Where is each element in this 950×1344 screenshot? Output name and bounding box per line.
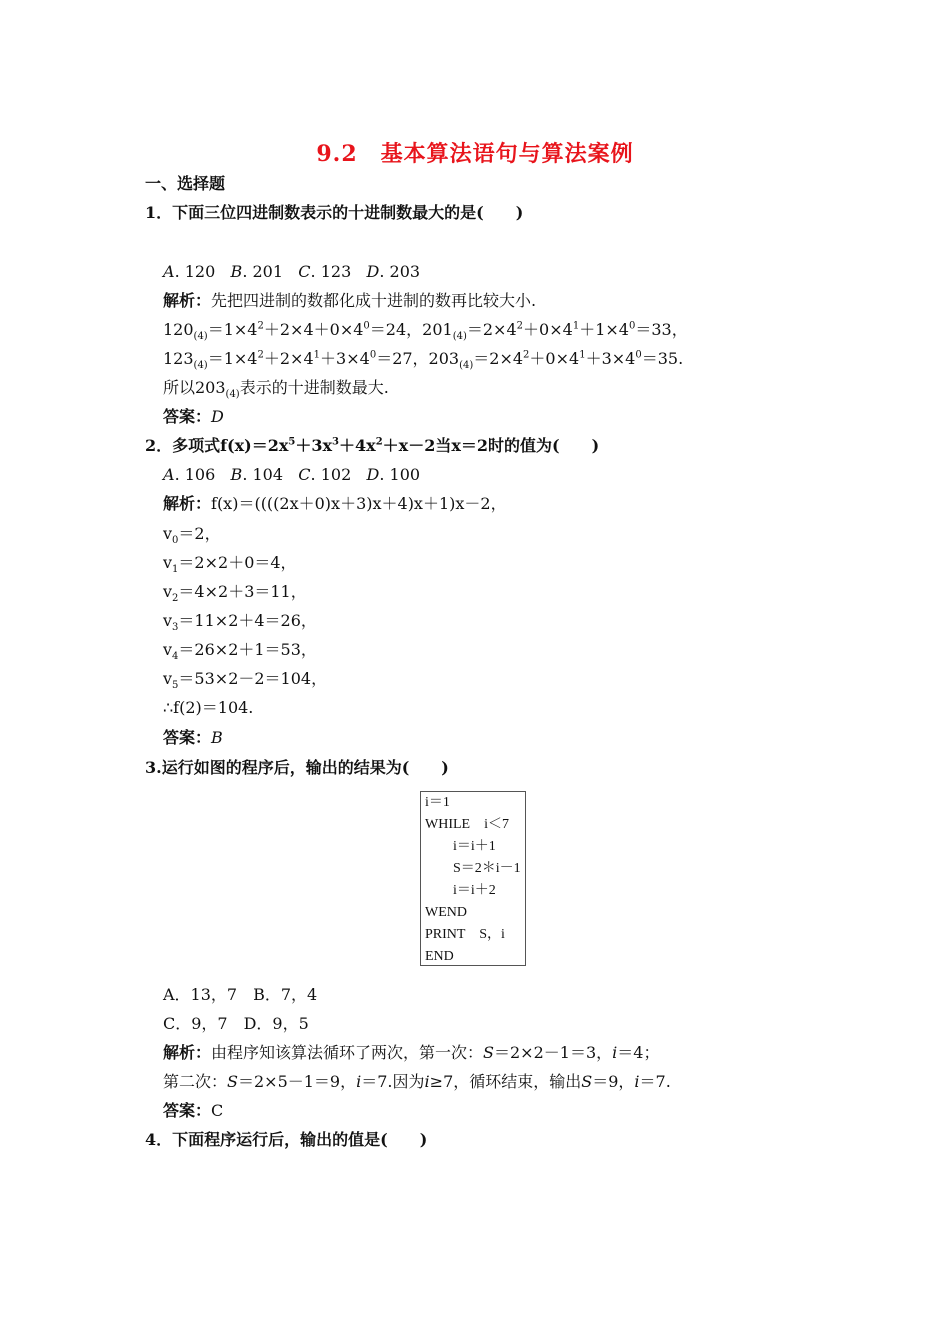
q2-v4: $v_4=26\times 2+1=53$，	[163, 640, 317, 663]
code-line: i＝i＋1	[453, 839, 496, 854]
q3-options-line1: A．13，7 B．7，4	[163, 985, 318, 1004]
code-line: i＝i＋2	[453, 883, 496, 898]
page-title: 9.2 基本算法语句与算法案例	[316, 141, 634, 167]
code-line: END	[425, 949, 454, 964]
q2-conclusion: ∴f(2)＝104.	[163, 698, 254, 717]
q1-analysis-line2: $120_{(4)}=1\times 4^2+2\times 4+0\times 4^0=24$，$201_{(4)}=2\times 4^2+0\times 4^1+1\times 4^0=33$，	[163, 320, 688, 343]
q1-stem: 1．下面三位四进制数表示的十进制数最大的是( )	[145, 203, 524, 222]
program-code-box	[420, 791, 526, 966]
q3-answer: 答案：C	[163, 1101, 224, 1120]
code-line: PRINT S，i	[425, 927, 505, 942]
q3-options-line2: C．9，7 D．9，5	[163, 1014, 309, 1033]
q3-analysis: 解析：由程序知该算法循环了两次，第一次：S＝2×2－1＝3，i＝4；	[163, 1043, 660, 1062]
q2-v5: $v_5=53\times 2-2=104$，	[163, 669, 328, 692]
code-line: i＝1	[425, 795, 450, 810]
q3-stem: 3.运行如图的程序后，输出的结果为( )	[145, 758, 449, 777]
q1-analysis: 解析：先把四进制的数都化成十进制的数再比较大小.	[163, 291, 537, 310]
section-heading: 一、选择题	[145, 174, 226, 193]
q1-analysis-line3: $123_{(4)}=1\times 4^2+2\times 4^1+3\times 4^0=27$，$203_{(4)}=2\times 4^2+0\times 4^1+3\times 4^0=35$.	[163, 349, 684, 372]
code-line: WEND	[425, 905, 467, 920]
q1-conclusion: 所以$203_{(4)}$表示的十进制数最大.	[163, 378, 389, 401]
q2-v3: $v_3=11\times 2+4=26$，	[163, 611, 317, 634]
q2-answer: 答案：B	[163, 728, 223, 747]
q2-stem: 2．多项式$f(x)=2x^5+3x^3+4x^2+x-2$当x＝2时的值为( )	[145, 436, 600, 455]
q2-options: A. 106 B. 104 C. 102 D. 100	[163, 465, 421, 484]
q1-answer: 答案：D	[163, 407, 224, 426]
q1-options: A. 120 B. 201 C. 123 D. 203	[163, 262, 421, 281]
q2-analysis: 解析：f(x)＝((((2x＋0)x＋3)x＋4)x＋1)x－2，	[163, 494, 507, 513]
q4-stem: 4．下面程序运行后，输出的值是( )	[145, 1130, 428, 1149]
q3-analysis-line2: 第二次：S＝2×5－1＝9，i＝7.因为i≥7，循环结束，输出S＝9，i＝7.	[163, 1072, 671, 1091]
q2-v0: $v_0=2$，	[163, 524, 221, 547]
q2-v2: $v_2=4\times 2+3=11$，	[163, 582, 307, 605]
code-line: S＝2＊i－1	[453, 861, 521, 876]
code-line: WHILE i＜7	[425, 817, 509, 832]
q2-v1: $v_1=2\times 2+0=4$，	[163, 553, 297, 576]
